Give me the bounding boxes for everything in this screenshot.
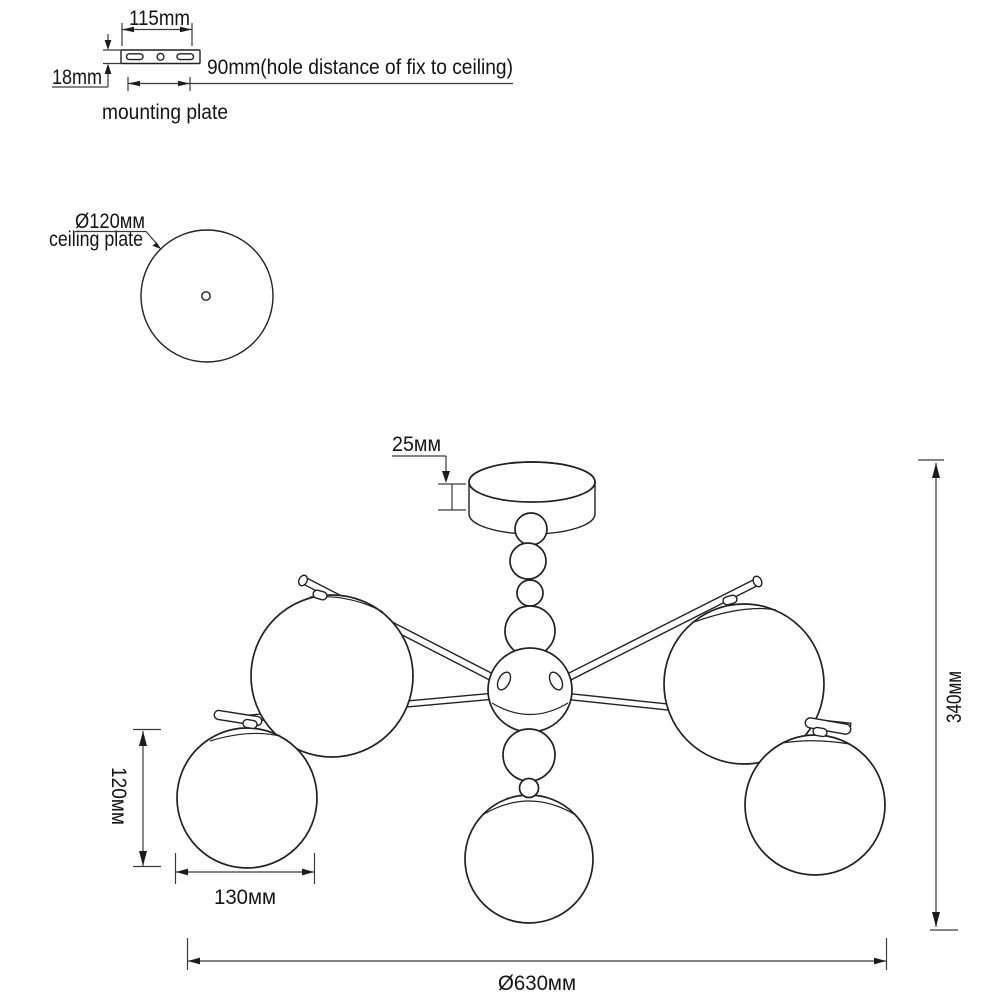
chandelier-view [107,433,966,995]
bead-5 [503,729,555,781]
globe-upper-left [251,589,413,757]
bead-1 [515,513,547,545]
mounting-plate-view [52,7,513,124]
mounting-plate-caption: mounting plate [102,101,228,124]
plate-center-hole [157,53,164,60]
dimension-18mm [52,34,122,89]
ceiling-plate-diameter-label: Ø120мм [75,210,145,233]
overall-diameter-label: Ø630мм [498,972,576,995]
dimension-120mm [107,730,161,867]
plate-slot-right [177,54,194,60]
shade-width-label: 130мм [214,886,276,909]
ceiling-plate-hole [202,292,210,300]
dimension-340mm [918,460,966,930]
ceiling-plate-view [49,210,273,362]
globe-lower-right-holder [804,717,851,735]
total-height-label: 340мм [943,659,966,723]
bead-6 [520,779,539,798]
globe-lower-left-clip [242,719,257,729]
ceiling-plate-caption: ceiling plate [49,228,143,251]
bead-3 [517,580,543,606]
dimension-630mm [188,938,887,995]
mounting-plate-thickness-label: 18mm [52,66,102,89]
dimension-115mm [122,7,192,46]
mounting-plate-width-label: 115mm [129,7,190,30]
canopy-height-label: 25мм [392,433,441,456]
central-column [469,462,595,798]
globe-bottom [465,795,593,923]
center-hub [488,648,572,732]
bead-2 [510,543,546,579]
plate-slot-left [127,54,144,60]
mounting-plate-shape [121,50,200,64]
hole-distance-label: 90mm(hole distance of fix to ceiling) [207,56,513,79]
dimension-25mm [392,433,466,510]
shade-height-label: 120мм [107,767,130,831]
